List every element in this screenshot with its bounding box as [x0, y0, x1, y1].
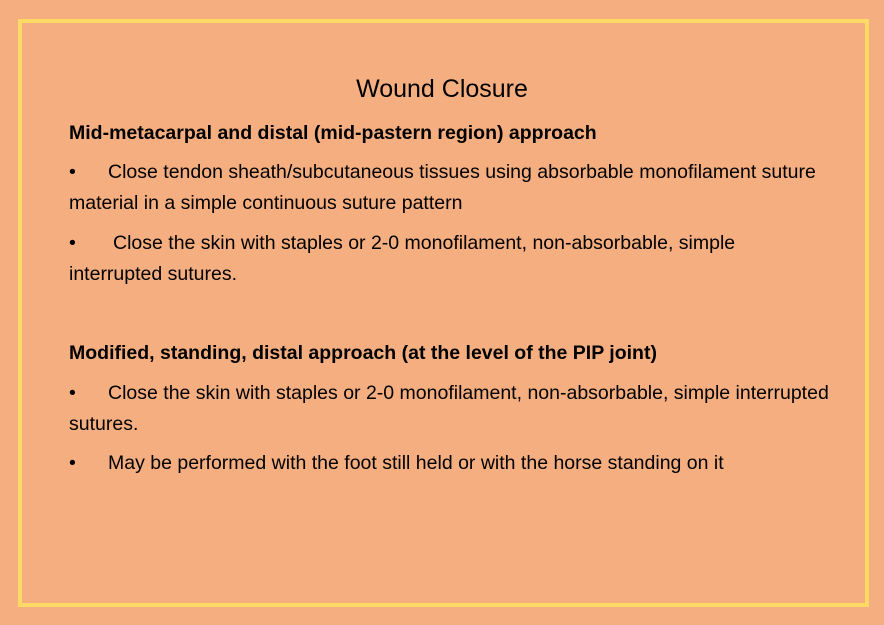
- bullet-text: Close the skin with staples or 2-0 monofilament, non-absorbable, simple interrupted sutures.: [69, 232, 736, 285]
- bullet-item: [69, 378, 829, 440]
- bullet-item: [69, 228, 829, 290]
- bullet-text: Close tendon sheath/subcutaneous tissues using absorbable monofilament suture material in a simple continuous suture pattern: [69, 161, 816, 214]
- bullet-text: Close the skin with staples or 2-0 monofilament, non-absorbable, simple interrupted sutures.: [69, 382, 829, 435]
- bullet-marker: •: [69, 232, 76, 254]
- bullet-item: [69, 157, 829, 219]
- bullet-marker: •: [69, 382, 76, 404]
- section-heading-standing-distal: Modified, standing, distal approach (at the level of the PIP joint): [69, 342, 657, 364]
- bullet-item: [69, 448, 829, 479]
- section-heading-mid-metacarpal: Mid-metacarpal and distal (mid-pastern region) approach: [69, 122, 597, 144]
- bullet-marker: •: [69, 161, 76, 183]
- slide-title: Wound Closure: [356, 75, 528, 103]
- bullet-marker: •: [69, 452, 76, 474]
- slide-border-frame: [18, 19, 869, 607]
- bullet-text: May be performed with the foot still held or with the horse standing on it: [108, 452, 724, 474]
